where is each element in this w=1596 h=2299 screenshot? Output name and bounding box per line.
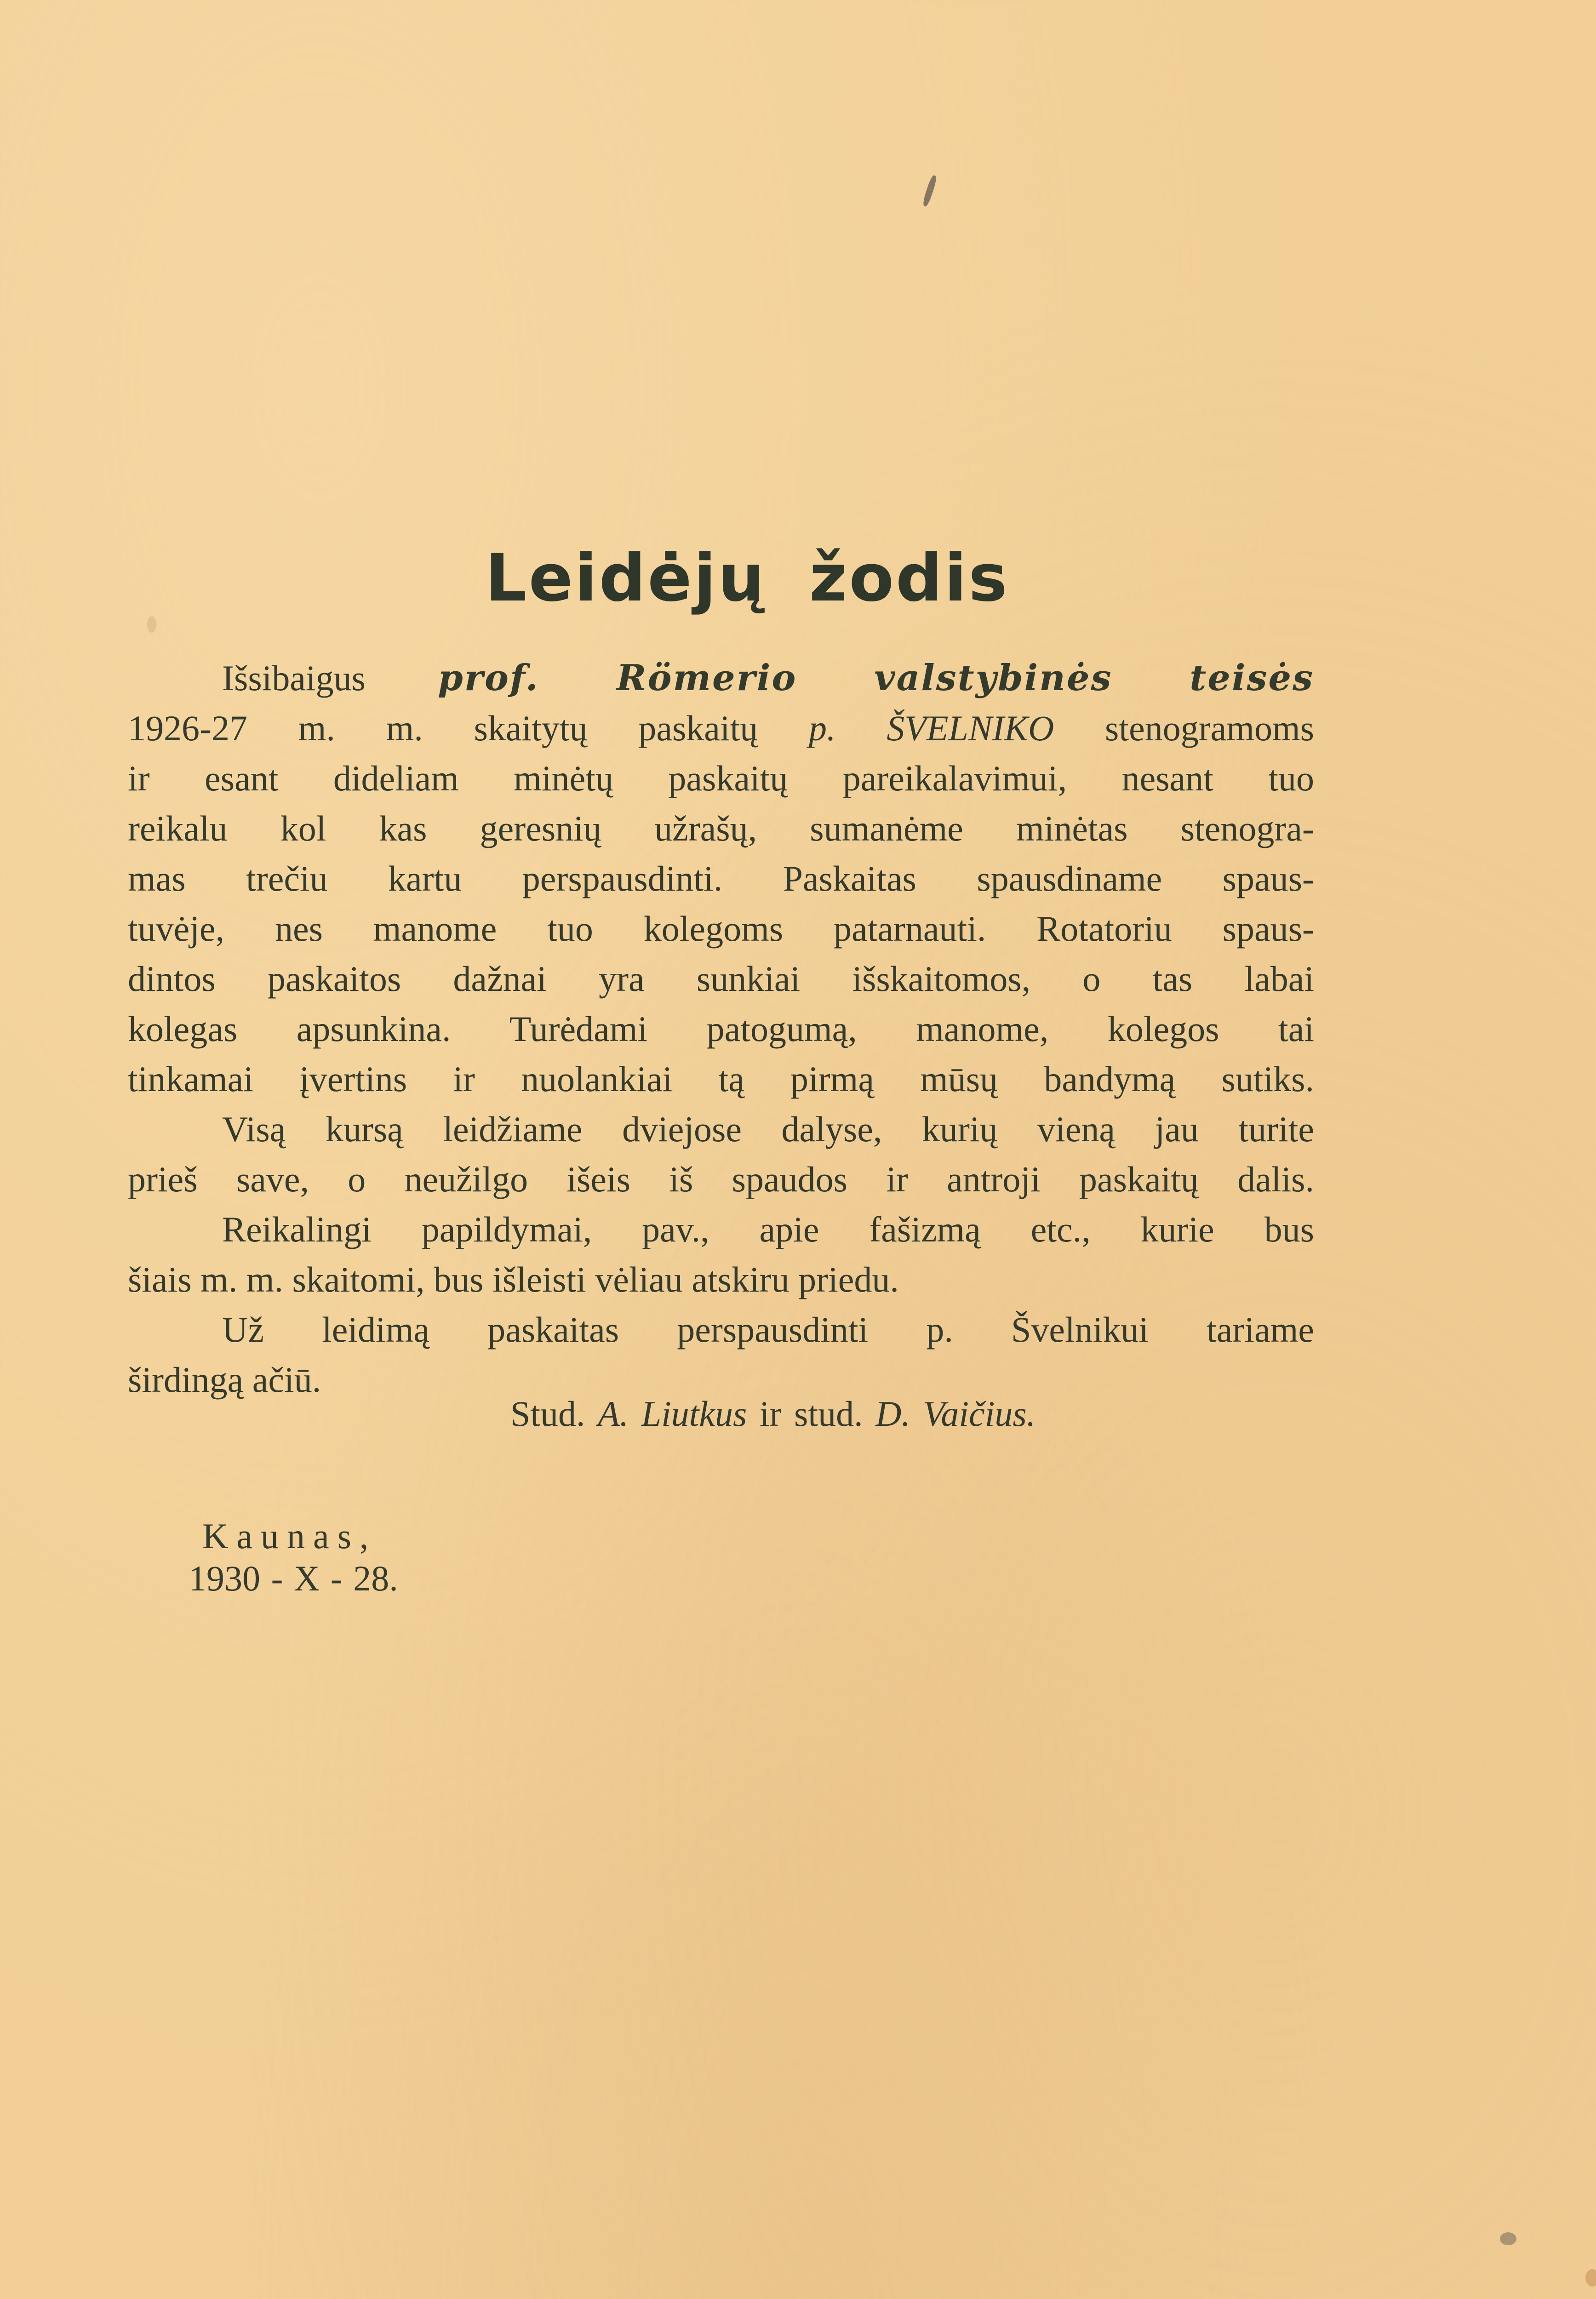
paper-blemish-spot — [147, 616, 156, 633]
text-line: tinkamai įvertins ir nuolankiai tą pirmą mūsų bandymą sutiks. — [128, 1059, 1314, 1099]
text-run: stenogramoms — [1054, 708, 1314, 748]
place: Kaunas, — [202, 1516, 377, 1556]
text-line: šiais m. m. skaitomi, bus išleisti vėliau atskiru priedu. — [128, 1259, 899, 1299]
body-text — [128, 653, 1314, 1405]
text-run: 1926-27 m. m. skaitytų paskaitų — [128, 708, 809, 748]
place-and-date — [189, 1515, 398, 1600]
text-line: prieš save, o neužilgo išeis iš spaudos ir antroji paskaitų dalis. — [128, 1159, 1314, 1199]
text-line: mas trečiu kartu perspausdinti. Paskaitas spausdiname spaus- — [128, 858, 1314, 898]
signature-conjunction: ir stud. — [759, 1394, 863, 1434]
signature-prefix: Stud. — [510, 1394, 585, 1434]
paper-blemish-spot — [1500, 2232, 1516, 2245]
signatory-name-1: A. Liutkus — [598, 1394, 747, 1434]
text-line — [128, 703, 1314, 753]
text-line: kolegas apsunkina. Turėdami patogumą, manome, kolegos tai — [128, 1009, 1314, 1049]
text-run: Išsibaigus — [222, 658, 438, 698]
page-title: Leidėjų žodis — [485, 540, 1009, 616]
signatory-name-2: D. Vaičius. — [875, 1394, 1036, 1434]
paper-blemish-stain — [1585, 2269, 1596, 2287]
text-line — [128, 653, 1314, 703]
date: 1930 - X - 28. — [189, 1558, 398, 1598]
author-name-emphasis: p. ŠVELNIKO — [809, 708, 1054, 748]
text-line: Visą kursą leidžiame dviejose dalyse, kurių vieną jau turite — [222, 1109, 1314, 1149]
signature — [510, 1393, 1035, 1435]
text-line: Reikalingi papildymai, pav., apie fašizmą etc., kurie bus — [222, 1209, 1314, 1249]
paper-blemish-mark — [922, 175, 938, 207]
text-line: tuvėje, nes manome tuo kolegoms patarnauti. Rotatoriu spaus- — [128, 909, 1314, 949]
text-line: Už leidimą paskaitas perspausdinti p. Švelnikui tariame — [222, 1310, 1314, 1350]
text-line: ir esant dideliam minėtų paskaitų pareikalavimui, nesant tuo — [128, 758, 1314, 798]
text-line: dintos paskaitos dažnai yra sunkiai išskaitomos, o tas labai — [128, 959, 1314, 999]
text-line: reikalu kol kas geresnių užrašų, sumanėme minėtas stenogra- — [128, 808, 1314, 848]
text-line: širdingą ačiū. — [128, 1360, 321, 1400]
course-title-emphasis: prof. Römerio valstybinės teisės — [438, 657, 1315, 699]
